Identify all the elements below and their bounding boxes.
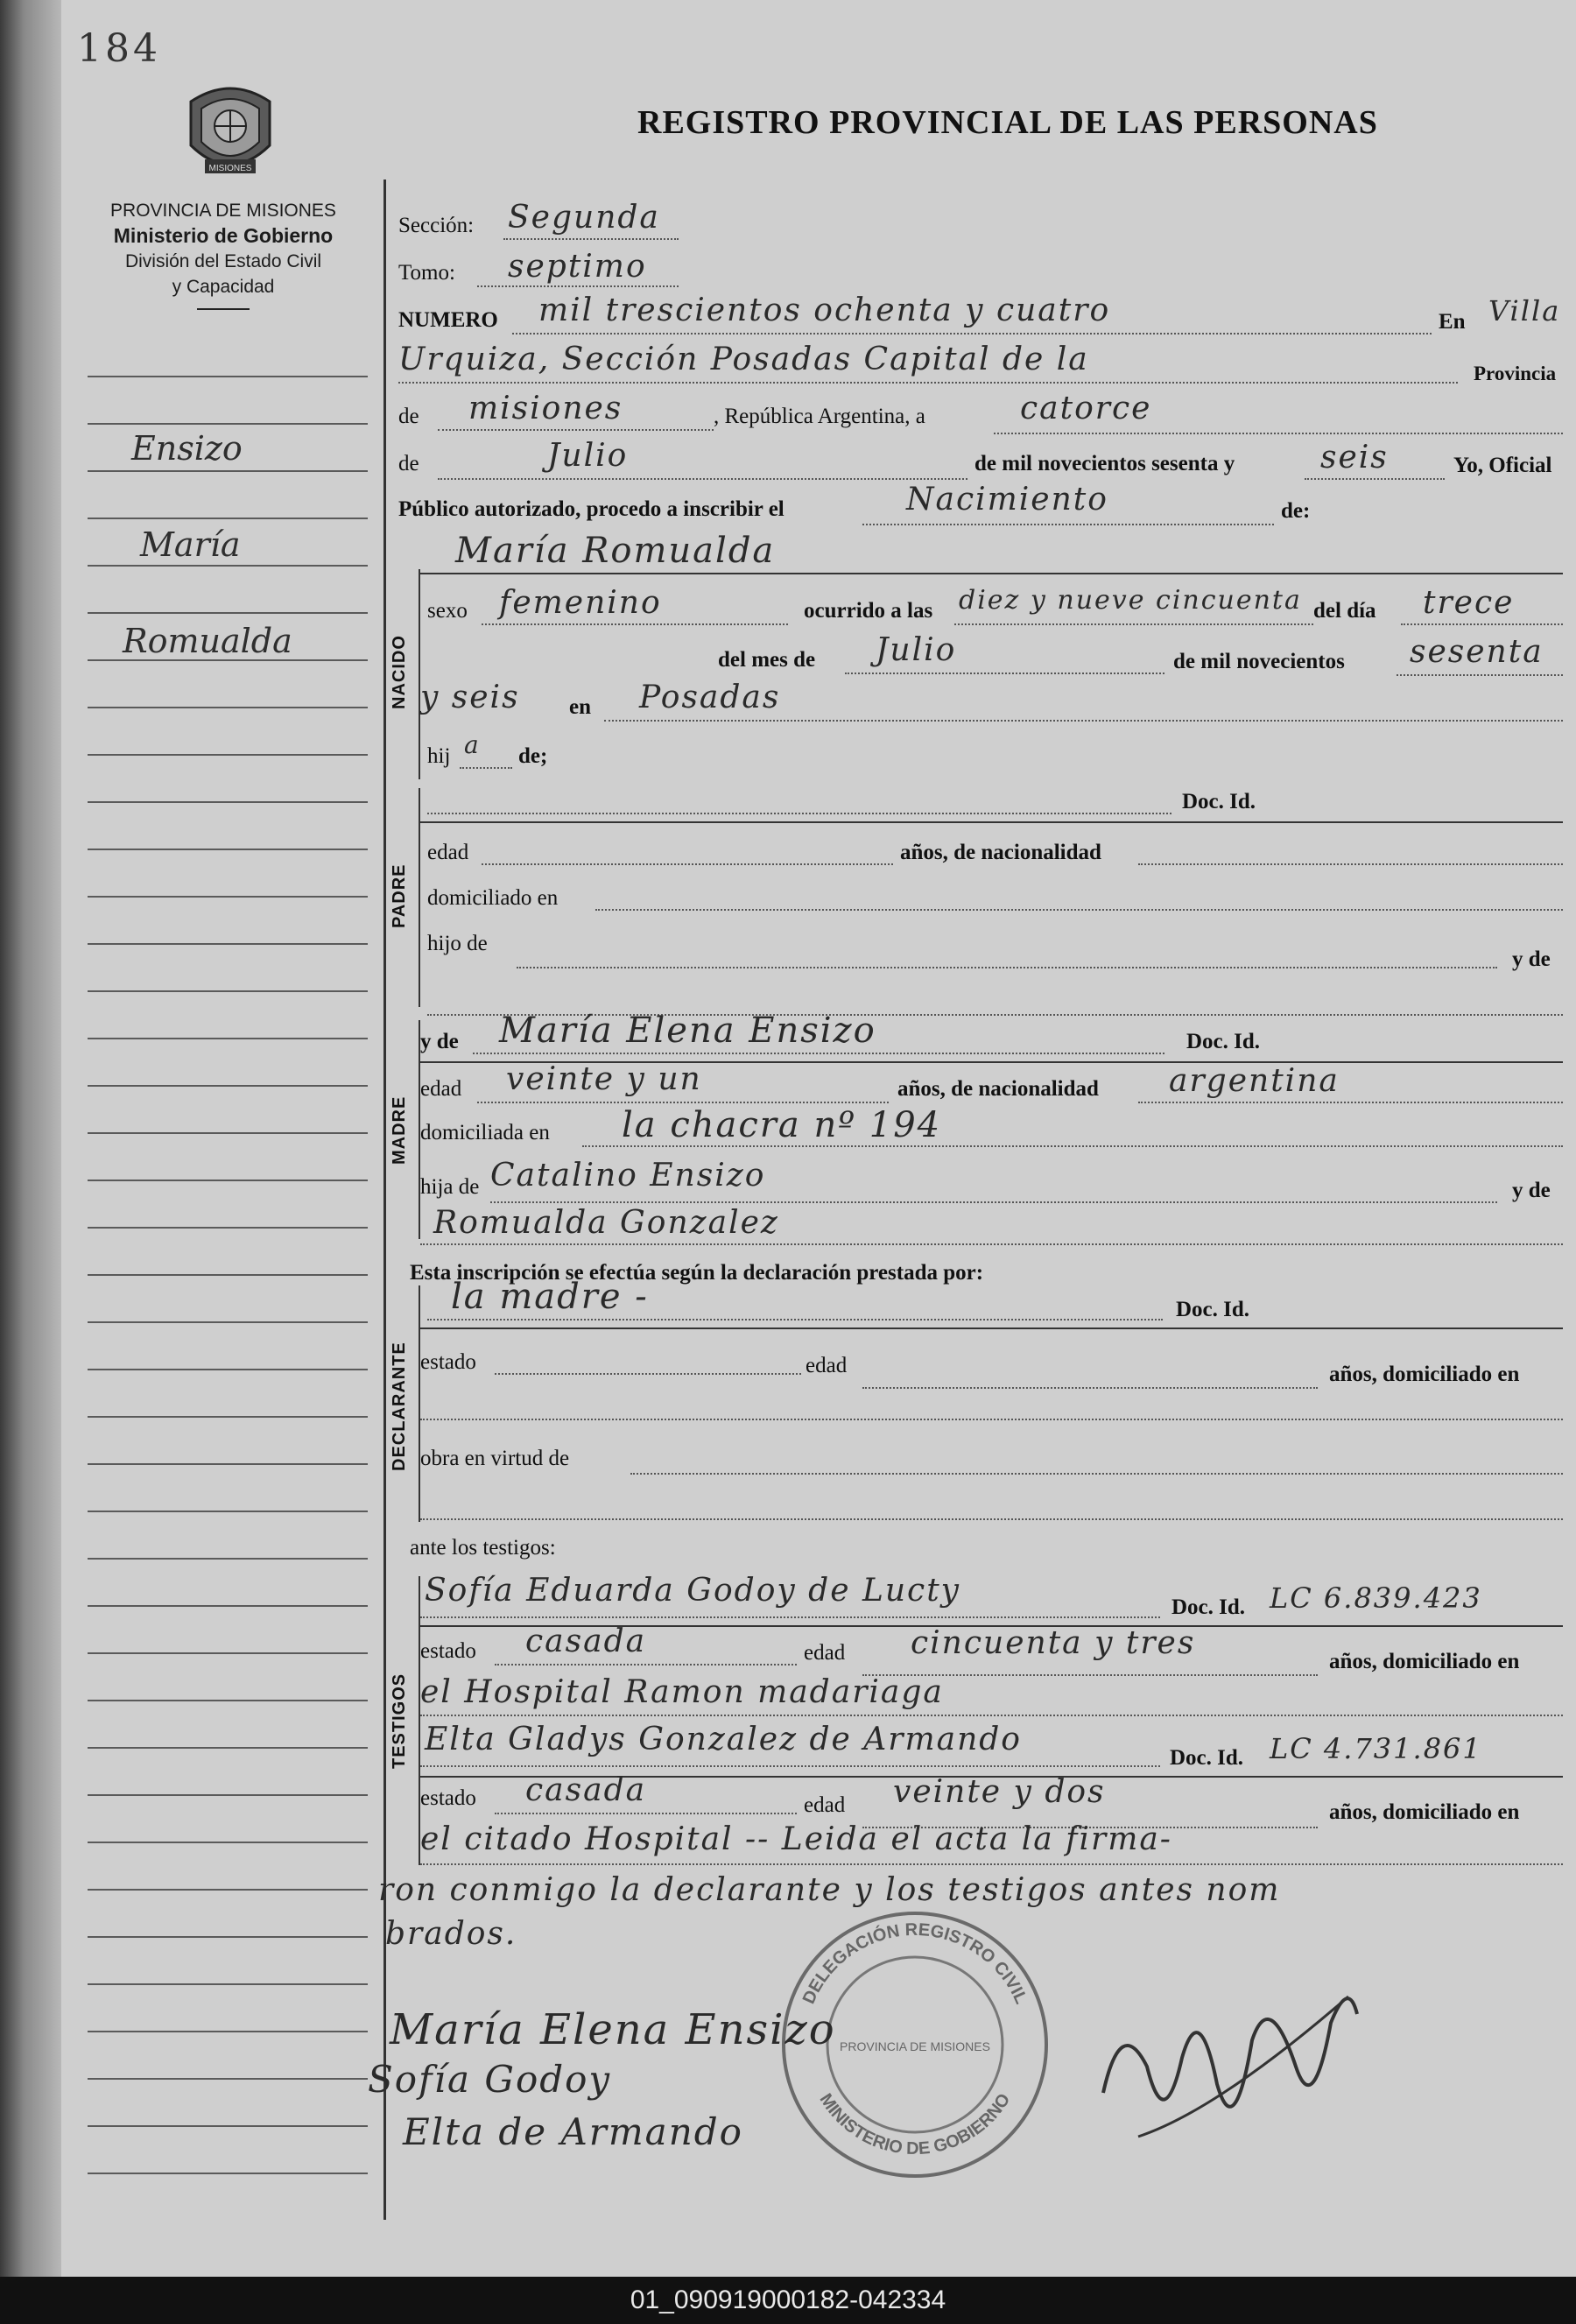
signature-madre: María Elena Ensizo (390, 2005, 836, 2054)
testigo2-anos-label: años, domiciliado en (1329, 1800, 1520, 1824)
padre-dom-label: domiciliado en (427, 886, 559, 910)
madre-nac-line (1138, 1102, 1563, 1103)
testigo1-estado-value: casada (525, 1623, 647, 1659)
anio-nac-line-1 (1397, 674, 1563, 676)
svg-text:DELEGACIÓN REGISTRO CIVIL (799, 1920, 1031, 2007)
del-dia-label: del día (1313, 599, 1376, 623)
testigo2-estado-line (495, 1813, 797, 1814)
seccion-line (503, 238, 679, 240)
declarante-estado-line (495, 1373, 801, 1375)
division-name: División del Estado Civil (124, 251, 322, 271)
testigo2-edad-value: veinte y dos (893, 1774, 1106, 1810)
sexo-value: femenino (499, 585, 662, 621)
page-title: REGISTRO PROVINCIAL DE LAS PERSONAS (637, 104, 1378, 141)
testigo2-estado-value: casada (525, 1772, 647, 1808)
obra-line-2 (420, 1518, 1563, 1520)
dia-acta-value: catorce (1020, 391, 1152, 426)
madre-y-de-label-2: y de (1512, 1179, 1551, 1202)
republica-label: , República Argentina, a (714, 405, 925, 428)
margin-surname: Ensizo (131, 429, 243, 468)
officer-signature (1086, 1961, 1375, 2163)
nombre-value: María Romualda (455, 531, 776, 571)
testigo2-dom-value: el citado Hospital -- Leida el acta la firma- (420, 1821, 1172, 1857)
section-testigos: TESTIGOS (390, 1673, 409, 1769)
declarante-line (427, 1319, 1163, 1320)
sexo-label: sexo (427, 599, 468, 623)
hij-suffix-value: a (464, 730, 481, 759)
numero-line (512, 333, 1432, 335)
testigo1-line (420, 1616, 1160, 1618)
testigo2-doc-value: LC 4.731.861 (1270, 1732, 1482, 1765)
publico-label: Público autorizado, procedo a inscribir el (398, 497, 784, 521)
hora-line (954, 623, 1313, 625)
obra-line (630, 1473, 1563, 1475)
madre-padre-value: Catalino Ensizo (490, 1158, 766, 1194)
mes-acta-value: Julio (547, 438, 629, 474)
padre-hijo-label: hijo de (427, 932, 488, 955)
padre-nac-line (1138, 863, 1563, 865)
dia-acta-line (994, 433, 1563, 434)
yo-oficial-label: Yo, Oficial (1453, 454, 1552, 477)
testigo1-dom-value: el Hospital Ramon madariaga (420, 1674, 944, 1710)
anio-nac-value-1: sesenta (1410, 634, 1544, 670)
madre-y-de-label: y de (420, 1030, 459, 1053)
madre-doc-label: Doc. Id. (1186, 1030, 1261, 1053)
ministry-name: Ministerio de Gobierno (113, 224, 334, 247)
seal-text-bottom: MINISTERIO DE GOBIERNO (815, 2090, 1015, 2159)
declarante-dom-line (420, 1419, 1563, 1420)
testigo2-doc-label: Doc. Id. (1170, 1746, 1244, 1770)
padre-hijo-line (517, 967, 1497, 968)
hij-line (460, 767, 512, 769)
declarante-edad-line (862, 1387, 1318, 1389)
acto-value: Nacimiento (906, 482, 1108, 518)
madre-madre-line (420, 1243, 1563, 1245)
de-colon-label: de: (1281, 499, 1311, 523)
declarante-value: la madre - (451, 1277, 649, 1317)
hij-de-label: de; (518, 744, 548, 768)
madre-padre-line (490, 1201, 1497, 1203)
margin-name-1: María (140, 525, 241, 564)
section-declarante: DECLARANTE (390, 1342, 409, 1471)
declarante-estado-label: estado (420, 1350, 476, 1374)
provincia-label: Provincia (1474, 363, 1557, 384)
en-label: En (1439, 310, 1466, 334)
mes-nac-line (845, 673, 1164, 674)
padre-edad-line (482, 863, 893, 865)
padre-edad-label: edad (427, 841, 469, 864)
ante-label: ante los testigos: (410, 1536, 556, 1560)
testigo1-estado-label: estado (420, 1639, 476, 1663)
madre-nac-label: años, de nacionalidad (897, 1077, 1099, 1101)
page-number: 184 (77, 26, 161, 71)
margin-ruled-lines (0, 0, 376, 2277)
province-name: PROVINCIA DE MISIONES (110, 201, 336, 221)
de-mil-nov-label: de mil novecientos (1173, 650, 1345, 673)
declarante-bracket (419, 1285, 420, 1522)
testigo1-anos-label: años, domiciliado en (1329, 1650, 1520, 1673)
signature-testigo2: Elta de Armando (403, 2110, 743, 2153)
lugar-line (398, 382, 1458, 384)
sexo-line (482, 623, 788, 625)
declarante-anos-label: años, domiciliado en (1329, 1363, 1520, 1386)
padre-name-line (427, 813, 1171, 814)
mes-acta-line (438, 478, 967, 480)
de-label-2: de (398, 452, 419, 475)
ocurrido-label: ocurrido a las (804, 599, 933, 623)
seccion-label: Sección: (398, 214, 475, 237)
cierre-line-2: brados. (385, 1916, 517, 1952)
lugar-nac-value: Posadas (639, 680, 781, 715)
provincia-line (438, 429, 714, 431)
padre-doc-label: Doc. Id. (1182, 790, 1256, 813)
padre-nac-label: años, de nacionalidad (900, 841, 1101, 864)
tomo-label: Tomo: (398, 261, 455, 285)
scan-filename: 01_090919000182-042334 (0, 2277, 1576, 2324)
testigo1-edad-value: cincuenta y tres (911, 1625, 1196, 1661)
anio-nac-value-2: y seis (420, 680, 520, 715)
del-mes-label: del mes de (718, 648, 816, 672)
provincia-value: misiones (468, 391, 623, 426)
margin-divider (383, 180, 386, 2220)
section-nacido: NACIDO (390, 635, 409, 709)
testigo2-edad-label: edad (804, 1793, 846, 1817)
section-madre: MADRE (390, 1095, 409, 1165)
dia-nac-line (1401, 623, 1563, 625)
lugar-value-1: Villa (1488, 294, 1561, 327)
cierre-line-1: ron conmigo la declarante y los testigos antes nom (378, 1872, 1281, 1908)
lugar-nac-line (604, 720, 1563, 722)
mes-nac-value: Julio (876, 632, 957, 668)
anio-acta-value: seis (1320, 440, 1389, 475)
declarante-top-line (420, 1327, 1563, 1329)
de-label: de (398, 405, 419, 428)
acto-line (862, 524, 1274, 525)
testigo1-doc-label: Doc. Id. (1171, 1595, 1246, 1619)
seal-text-top: DELEGACIÓN REGISTRO CIVIL (799, 1919, 1031, 2007)
testigo1-edad-label: edad (804, 1641, 846, 1665)
nombre-line (420, 573, 1563, 574)
madre-edad-label: edad (420, 1077, 462, 1101)
svg-text:MINISTERIO DE GOBIERNO (816, 2090, 1015, 2159)
testigo1-doc-value: LC 6.839.423 (1270, 1581, 1482, 1615)
hij-label: hij (427, 744, 451, 768)
section-padre: PADRE (390, 863, 409, 928)
madre-edad-value: veinte y un (506, 1061, 702, 1097)
testigo1-dom-line (420, 1715, 1563, 1716)
margin-name-2: Romualda (123, 622, 292, 660)
madre-nac-value: argentina (1169, 1063, 1340, 1099)
testigo1-value: Sofía Eduarda Godoy de Lucty (425, 1573, 960, 1609)
division-name-2: y Capacidad (172, 277, 275, 297)
testigo2-value: Elta Gladys Gonzalez de Armando (425, 1722, 1022, 1757)
madre-hija-label: hija de (420, 1175, 480, 1199)
anio-acta-line (1305, 478, 1445, 480)
madre-madre-value: Romualda Gonzalez (433, 1205, 779, 1241)
padre-y-de-label: y de (1512, 947, 1551, 971)
numero-label: NUMERO (398, 308, 498, 332)
madre-nombre-line (473, 1053, 1164, 1054)
crest-text: MISIONES (208, 164, 252, 173)
padre-dom-line (595, 909, 1563, 911)
tomo-value: septimo (508, 249, 647, 285)
declarante-doc-label: Doc. Id. (1176, 1298, 1250, 1321)
numero-value: mil trescientos ochenta y cuatro (538, 292, 1111, 328)
madre-edad-line (477, 1102, 889, 1103)
inscripcion-label: Esta inscripción se efectúa según la declaración prestada por: (410, 1261, 984, 1285)
seal-text-inner: PROVINCIA DE MISIONES (840, 2039, 990, 2053)
tomo-line (477, 285, 679, 287)
madre-nombre-value: María Elena Ensizo (499, 1011, 876, 1051)
en-nac-label: en (569, 695, 591, 719)
obra-label: obra en virtud de (420, 1447, 570, 1470)
lugar-value-2: Urquiza, Sección Posadas Capital de la (398, 342, 1089, 377)
testigo1-estado-line (495, 1664, 797, 1666)
madre-dom-line (582, 1145, 1563, 1147)
padre-top-line (420, 821, 1563, 823)
testigo2-line (420, 1765, 1160, 1767)
madre-dom-label: domiciliada en (420, 1121, 550, 1144)
madre-dom-value: la chacra nº 194 (622, 1105, 942, 1145)
signature-testigo1: Sofía Godoy (368, 2058, 612, 2101)
seccion-value: Segunda (508, 200, 660, 236)
nacido-bracket (419, 569, 420, 779)
hora-value: diez y nueve cincuenta (959, 585, 1302, 616)
testigo2-dom-line (420, 1863, 1563, 1865)
dia-nac-value: trece (1423, 585, 1515, 621)
declarante-edad-label: edad (806, 1354, 848, 1377)
testigo2-estado-label: estado (420, 1786, 476, 1810)
de-mil-label: de mil novecientos sesenta y (974, 452, 1235, 475)
